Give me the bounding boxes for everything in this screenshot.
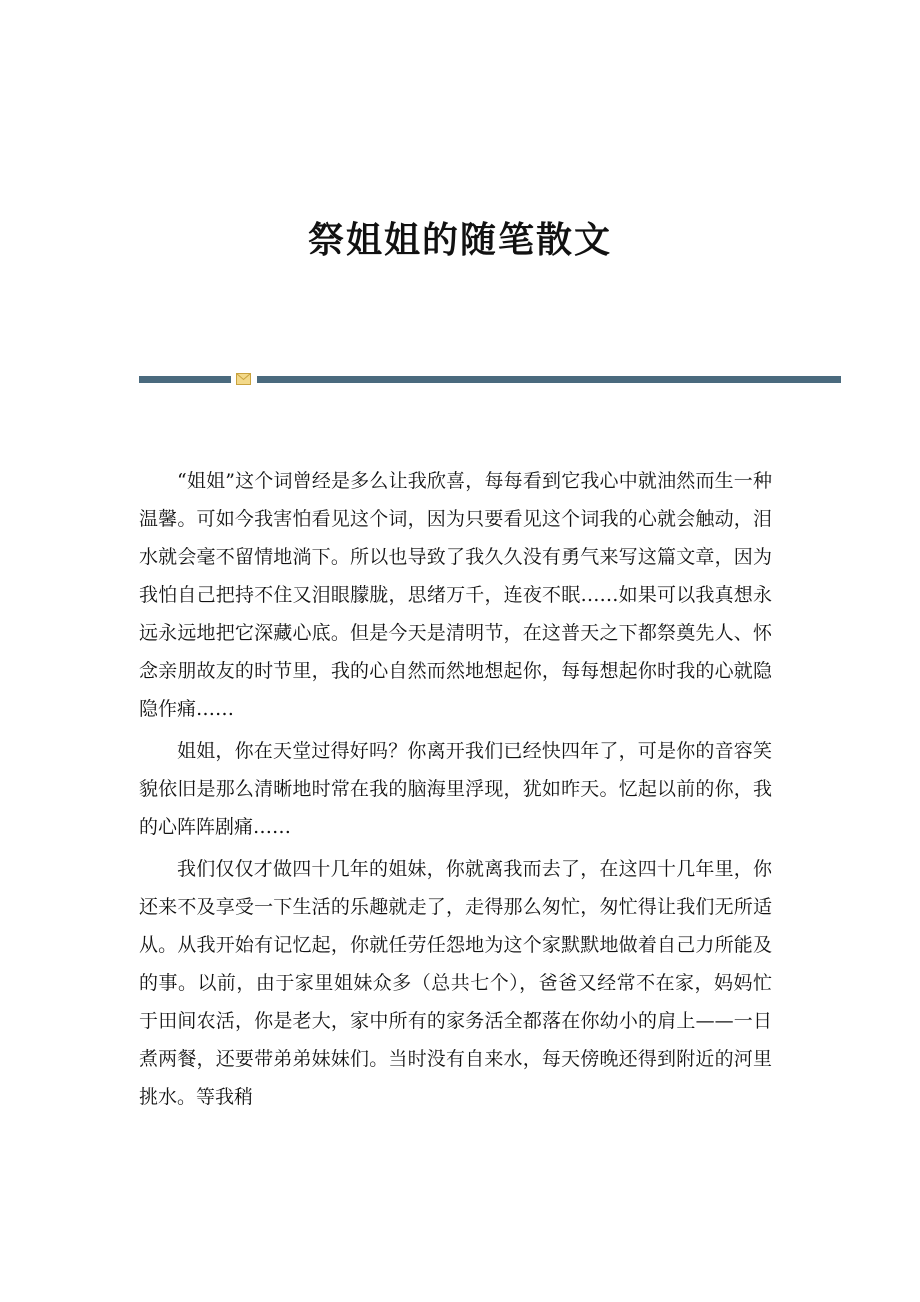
paragraph: 我们仅仅才做四十几年的姐妹，你就离我而去了，在这四十几年里，你还来不及享受一下生活的乐趣就走了，走得那么匆忙，匆忙得让我们无所适从。从我开始有记忆起，你就任劳任怨地为这个家默默地做着自己力所能及的事。以前，由于家里姐妹众多（总共七个），爸爸又经常不在家，妈妈忙于田间农活，你是老大，家中所有的家务活全都落在你幼小的肩上——一日煮两餐，还要带弟弟妹妹们。当时没有自来水，每天傍晚还得到附近的河里挑水。等我稍 bbox=[139, 858, 772, 1108]
envelope-icon bbox=[236, 373, 251, 385]
article-body bbox=[139, 462, 772, 1120]
title-divider bbox=[139, 371, 841, 387]
divider-bar-right bbox=[257, 376, 841, 383]
paragraph: “姐姐”这个词曾经是多么让我欣喜，每每看到它我心中就油然而生一种温馨。可如今我害怕看见这个词，因为只要看见这个词我的心就会触动，泪水就会毫不留情地淌下。所以也导致了我久久没有勇气来写这篇文章，因为我怕自己把持不住又泪眼朦胧，思绪万千，连夜不眠……如果可以我真想永远永远地把它深藏心底。但是今天是清明节，在这普天之下都祭奠先人、怀念亲朋故友的时节里，我的心自然而然地想起你，每每想起你时我的心就隐隐作痛…… bbox=[139, 470, 772, 720]
document-title: 祭姐姐的随笔散文 bbox=[307, 219, 612, 261]
divider-bar-left bbox=[139, 376, 231, 383]
paragraph: 姐姐，你在天堂过得好吗？你离开我们已经快四年了，可是你的音容笑貌依旧是那么清晰地时常在我的脑海里浮现，犹如昨天。忆起以前的你，我的心阵阵剧痛…… bbox=[139, 740, 772, 838]
